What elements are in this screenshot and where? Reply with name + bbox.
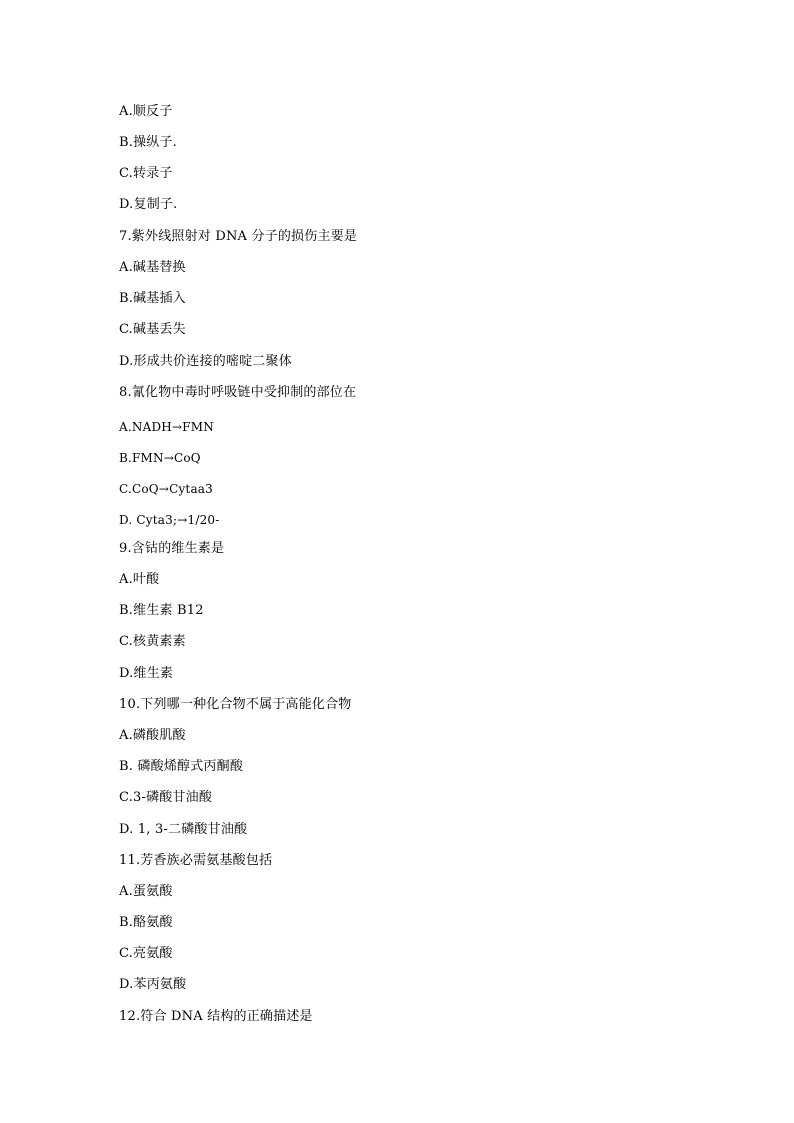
option-c-q8: C.CoQ→Cytaa3 (119, 482, 213, 496)
option-b-q6: B.操纵子. (119, 135, 178, 150)
option-a-q7: A.碱基替换 (119, 260, 186, 275)
option-c-q10: C.3-磷酸甘油酸 (119, 790, 213, 805)
question-7: 7.紫外线照射对 DNA 分子的损伤主要是 (119, 229, 358, 244)
option-c-q7: C.碱基丢失 (119, 322, 186, 337)
question-8: 8.氰化物中毒时呼吸链中受抑制的部位在 (119, 385, 357, 400)
question-11: 11.芳香族必需氨基酸包括 (119, 853, 273, 868)
option-a-q11: A.蛋氨酸 (119, 884, 173, 899)
option-b-q9: B.维生素 B12 (119, 603, 204, 618)
option-b-q10: B. 磷酸烯醇式丙酮酸 (119, 759, 244, 774)
option-b-q7: B.碱基插入 (119, 291, 186, 306)
option-d-q8: D. Cyta3;→1/20- (119, 513, 220, 527)
option-a-q6: A.顺反子 (119, 104, 173, 119)
question-10: 10.下列哪一种化合物不属于高能化合物 (119, 697, 352, 712)
option-d-q6: D.复制子. (119, 197, 178, 212)
option-d-q10: D. 1, 3-二磷酸甘油酸 (119, 822, 248, 837)
question-12: 12.符合 DNA 结构的正确描述是 (119, 1009, 313, 1024)
option-a-q10: A.磷酸肌酸 (119, 728, 186, 743)
option-d-q9: D.维生素 (119, 666, 174, 681)
option-c-q9: C.核黄素素 (119, 634, 186, 649)
option-a-q9: A.叶酸 (119, 572, 160, 587)
option-d-q11: D.苯丙氨酸 (119, 977, 187, 992)
option-c-q6: C.转录子 (119, 166, 173, 181)
question-9: 9.含钴的维生素是 (119, 541, 225, 556)
option-b-q8: B.FMN→CoQ (119, 451, 201, 465)
option-d-q7: D.形成共价连接的嘧啶二聚体 (119, 354, 292, 369)
option-c-q11: C.亮氨酸 (119, 946, 173, 961)
option-a-q8: A.NADH→FMN (119, 420, 214, 434)
option-b-q11: B.酪氨酸 (119, 915, 173, 930)
